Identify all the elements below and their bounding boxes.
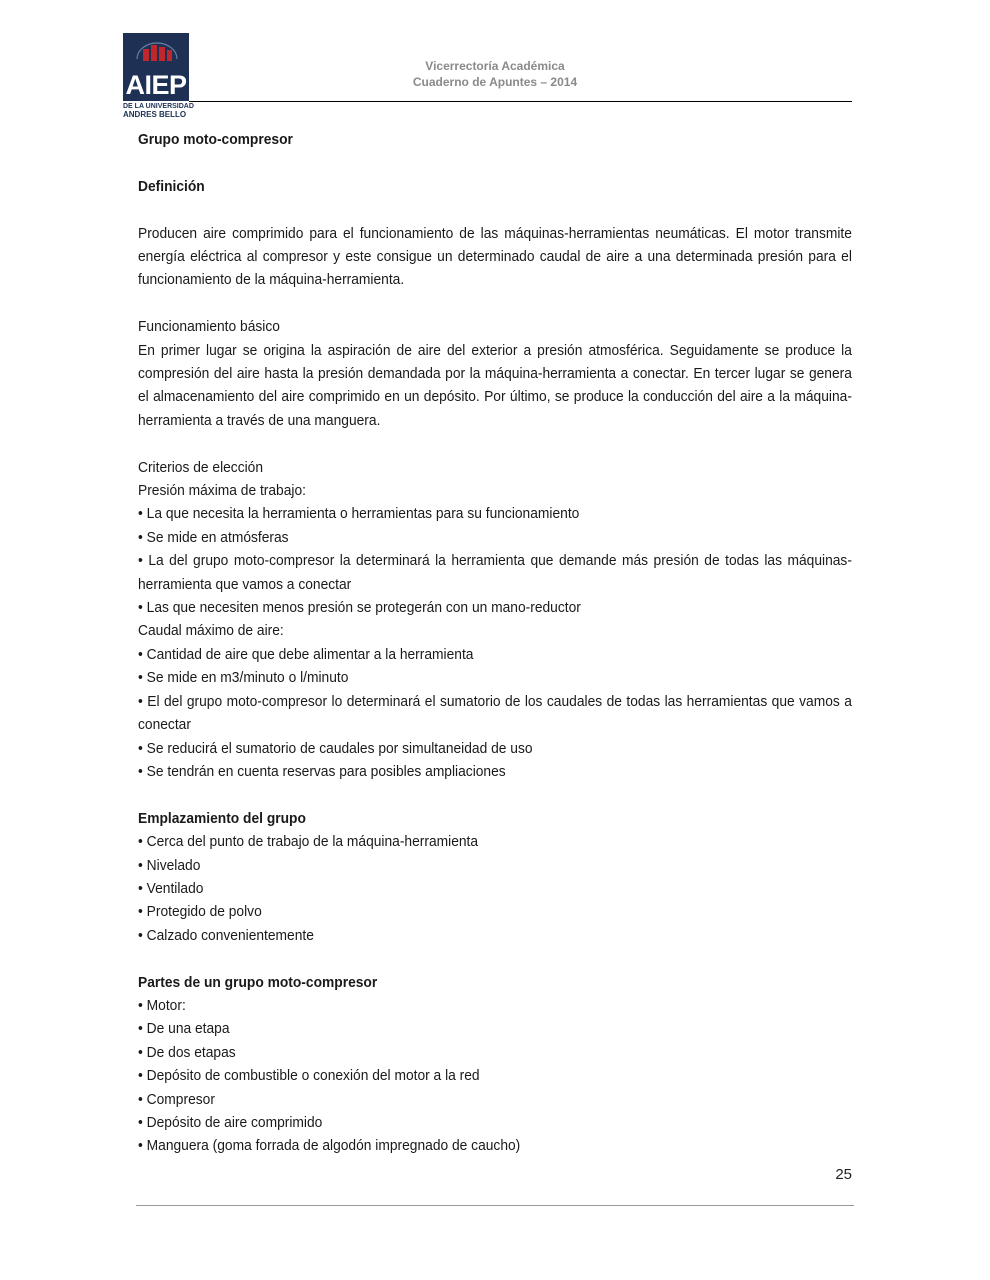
- footer-divider: [136, 1205, 854, 1206]
- section-title: Grupo moto-compresor: [138, 131, 293, 148]
- definition-heading: Definición: [138, 177, 205, 195]
- list-item: • Cantidad de aire que debe alimentar a la herramienta: [138, 645, 474, 663]
- spacer: [138, 432, 852, 455]
- list-item: • La que necesita la herramienta o herramientas para su funcionamiento: [138, 505, 580, 523]
- spacer: [138, 151, 852, 174]
- list-item: • Depósito de combustible o conexión del motor a la red: [138, 1067, 480, 1085]
- pressure-heading: Presión máxima de trabajo:: [138, 482, 306, 500]
- spacer: [138, 292, 852, 315]
- header-divider: [189, 101, 852, 102]
- list-item: • Protegido de polvo: [138, 903, 262, 921]
- list-item: • La del grupo moto-compresor la determinará la herramienta que demande más presión de todas las máquinas-herramienta que vamos a conectar: [138, 552, 852, 593]
- list-item: • De dos etapas: [138, 1043, 236, 1061]
- list-item: • Se reducirá el sumatorio de caudales por simultaneidad de uso: [138, 739, 533, 757]
- list-item: • Cerca del punto de trabajo de la máquina-herramienta: [138, 833, 479, 851]
- logo-building-icon: [135, 39, 179, 61]
- definition-paragraph: Producen aire comprimido para el funcionamiento de las máquinas-herramientas neumáticas. El motor transmite energía eléctrica al compresor y este consigue un determinado caudal de aire a una determinada presión para el funcionamiento de la máquina-herramienta.: [138, 224, 852, 289]
- spacer: [138, 947, 852, 970]
- parts-heading: Partes de un grupo moto-compresor: [138, 973, 378, 991]
- basic-operation-heading: Funcionamiento básico: [138, 318, 280, 336]
- spacer: [138, 198, 852, 221]
- header-line-1: Vicerrectoría Académica: [425, 59, 565, 73]
- logo-wordmark: AIEP: [125, 70, 187, 100]
- logo-emblem: [123, 33, 189, 101]
- list-item: • Se tendrán en cuenta reservas para posibles ampliaciones: [138, 762, 506, 780]
- list-item: • El del grupo moto-compresor lo determinará el sumatorio de los caudales de todas las herramientas que vamos a conectar: [138, 692, 852, 734]
- flow-heading: Caudal máximo de aire:: [138, 622, 284, 640]
- list-item: • Ventilado: [138, 879, 204, 897]
- list-item: • De una etapa: [138, 1020, 230, 1038]
- list-item: • Calzado convenientemente: [138, 926, 314, 944]
- list-item: • Manguera (goma forrada de algodón impregnado de caucho): [138, 1137, 521, 1155]
- list-item: • Las que necesiten menos presión se protegerán con un mano-reductor: [138, 599, 581, 617]
- placement-heading: Emplazamiento del grupo: [138, 809, 306, 827]
- document-body: [138, 128, 852, 1158]
- list-item: • Compresor: [138, 1090, 215, 1108]
- logo-subtitle-1: DE LA UNIVERSIDAD: [123, 103, 194, 110]
- page-header: [300, 58, 690, 90]
- list-item: • Se mide en atmósferas: [138, 528, 289, 546]
- header-line-2: Cuaderno de Apuntes – 2014: [412, 75, 578, 89]
- list-item: • Nivelado: [138, 856, 201, 874]
- criteria-heading: Criterios de elección: [138, 458, 264, 476]
- basic-operation-paragraph: En primer lugar se origina la aspiración de aire del exterior a presión atmosférica. Seguidamente se produce la compresión del aire hasta la presión demandada por la máquina-herramienta a conectar. En tercer lugar se genera el almacenamiento del aire comprimido en un depósito. Por último, se produce la conducción del aire a la máquina-herramienta a través de una manguera.: [138, 341, 852, 429]
- logo-subtitle-2: ANDRES BELLO: [123, 110, 187, 119]
- page-number: 25: [835, 1166, 852, 1183]
- aiep-logo: [123, 33, 194, 119]
- list-item: • Se mide en m3/minuto o l/minuto: [138, 669, 349, 687]
- list-item: • Depósito de aire comprimido: [138, 1113, 323, 1131]
- list-item: • Motor:: [138, 996, 186, 1014]
- spacer: [138, 783, 852, 806]
